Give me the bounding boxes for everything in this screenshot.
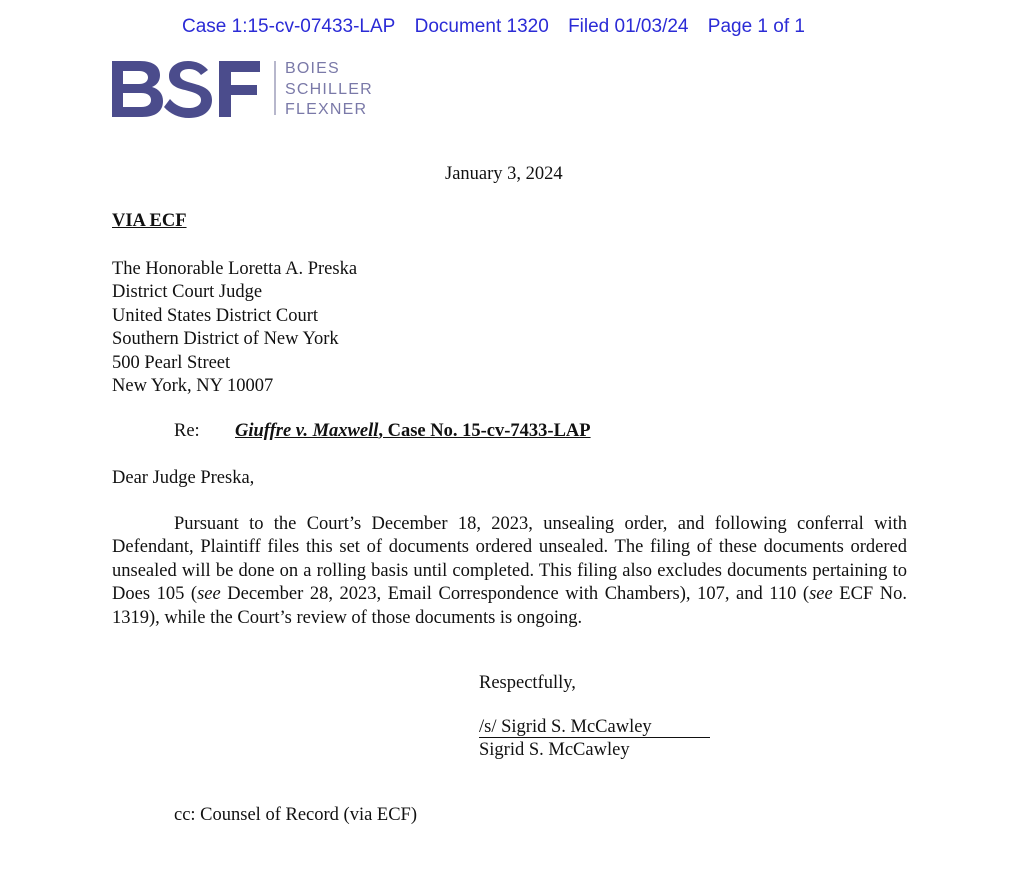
signer-name: Sigrid S. McCawley — [479, 740, 630, 760]
page-number: Page 1 of 1 — [707, 16, 805, 37]
logo-divider — [274, 61, 276, 115]
case-name: Giuffre v. Maxwell — [235, 421, 379, 441]
letter-date: January 3, 2024 — [445, 164, 563, 184]
salutation: Dear Judge Preska, — [112, 468, 255, 488]
re-case — [235, 421, 591, 442]
bsf-logo — [112, 58, 272, 125]
address-line: Southern District of New York — [112, 329, 339, 350]
body-italic: see — [809, 584, 833, 605]
signature-line: /s/ Sigrid S. McCawley — [479, 717, 710, 738]
case-number: Case 1:15-cv-07433-LAP — [182, 16, 396, 37]
delivery-method: VIA ECF — [112, 211, 187, 231]
body-text: ECF No. 1319), while the Court’s review of those documents is ongoing. — [112, 584, 908, 628]
address-line: New York, NY 10007 — [112, 376, 274, 397]
address-line: District Court Judge — [112, 282, 263, 303]
cc-line: cc: Counsel of Record (via ECF) — [174, 805, 418, 825]
firm-name-line: BOIES — [285, 60, 340, 77]
bsf-monogram-icon — [112, 58, 272, 120]
filed-date: Filed 01/03/24 — [568, 16, 689, 37]
case-number-text: , Case No. 15-cv-7433-LAP — [378, 421, 591, 441]
address-line: 500 Pearl Street — [112, 352, 231, 373]
closing: Respectfully, — [479, 673, 576, 693]
firm-name — [285, 59, 373, 121]
filing-header — [182, 16, 819, 38]
firm-name-line: FLEXNER — [285, 101, 368, 118]
body-text: December 28, 2023, Email Correspondence with Chambers), 107, and 110 ( — [220, 584, 810, 605]
document-number: Document 1320 — [414, 16, 549, 37]
body-italic: see — [197, 584, 221, 605]
address-line: United States District Court — [112, 305, 319, 326]
body-paragraph — [112, 513, 907, 630]
re-label: Re: — [174, 421, 200, 441]
recipient-address — [112, 258, 357, 398]
body-text: Pursuant to the Court’s December 18, 2023, unsealing order, and following conferral with Defendant, Plaintiff files this set of documents ordered unsealed. The filing of these documents ordered unsealed will be done on a rolling basis until completed. This filing also excludes documents pertaining to Does 105 ( — [112, 514, 907, 605]
firm-name-line: SCHILLER — [285, 80, 373, 98]
address-line: The Honorable Loretta A. Preska — [112, 259, 358, 279]
